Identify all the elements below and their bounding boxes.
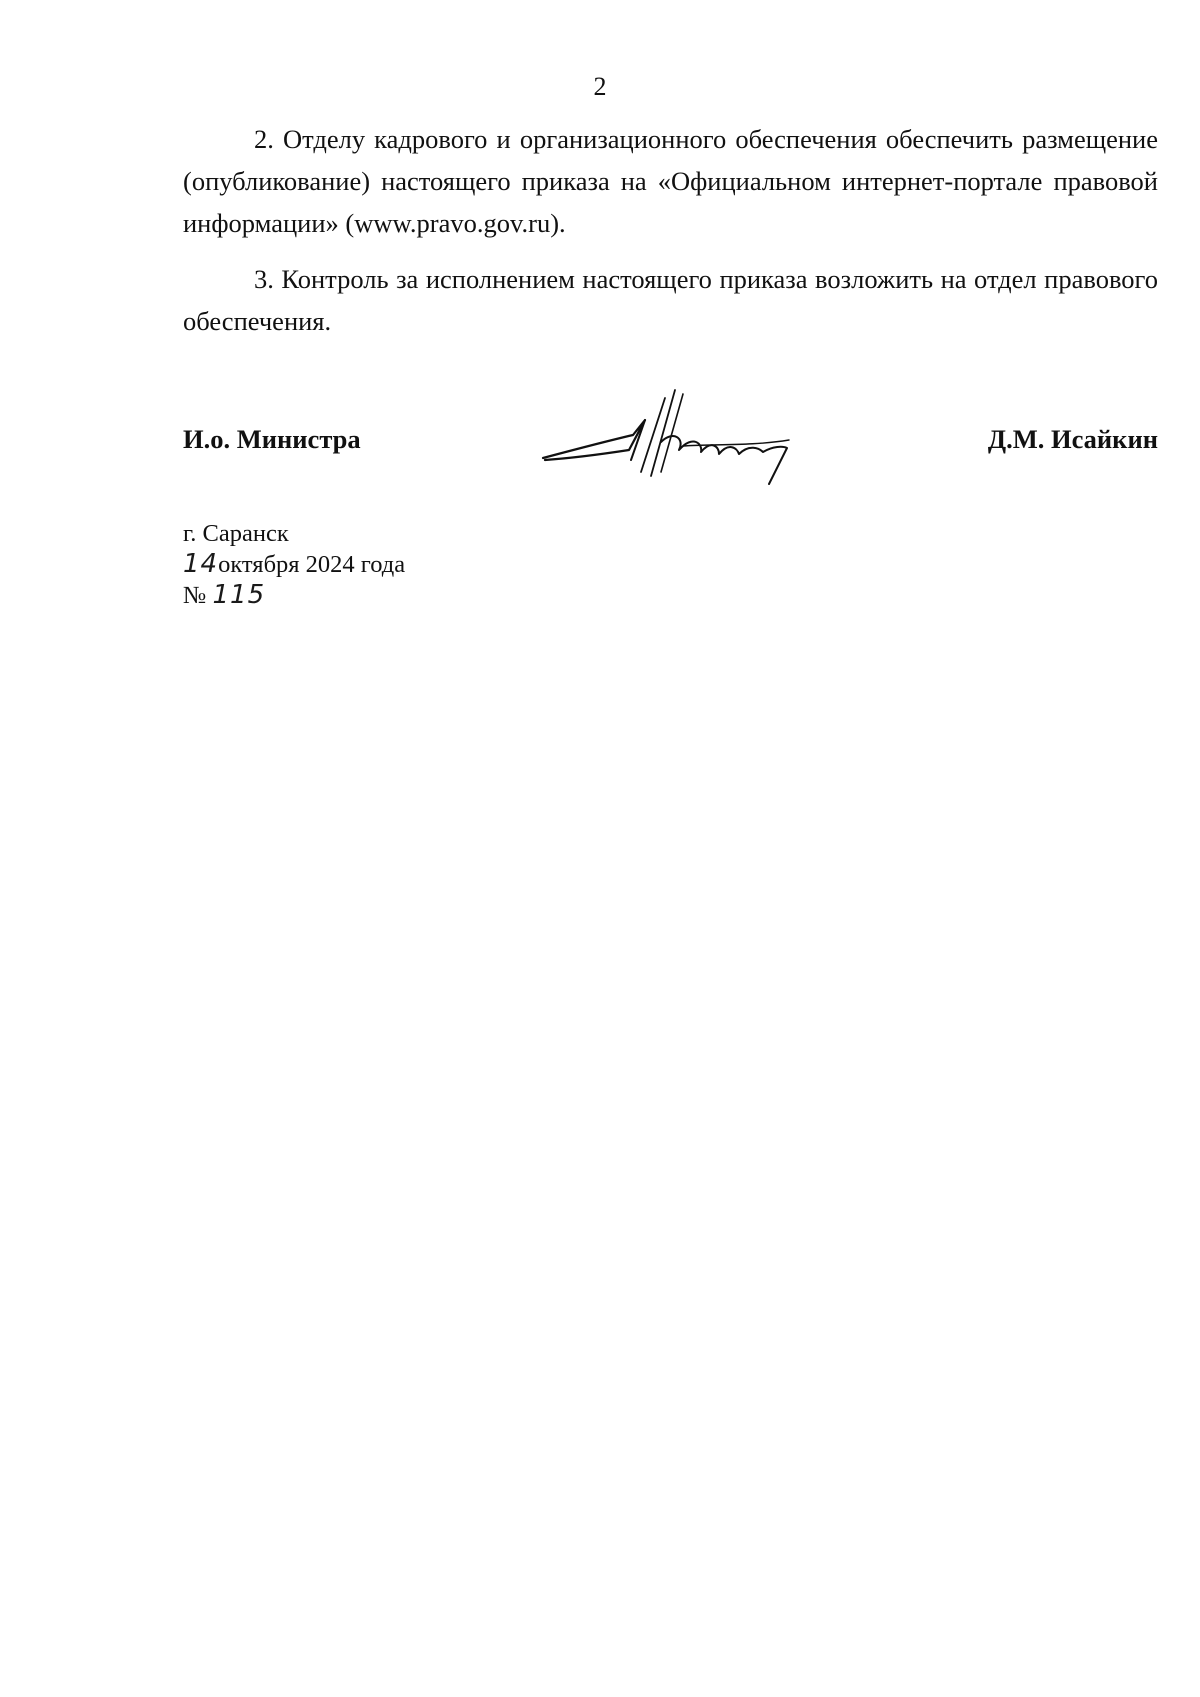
handwritten-number: 115 <box>212 580 266 610</box>
document-body <box>183 118 1158 342</box>
number-line <box>183 580 405 611</box>
date-text: октября 2024 года <box>218 551 406 578</box>
page-number: 2 <box>593 72 607 101</box>
document-footer <box>183 518 405 611</box>
paragraph-3: 3. Контроль за исполнением настоящего приказа возложить на отдел правового обеспечения. <box>183 264 1158 336</box>
number-prefix: № <box>183 582 207 609</box>
handwritten-signature <box>533 380 823 490</box>
city-line: г. Саранск <box>183 520 289 547</box>
signatory-position: И.о. Министра <box>183 424 361 454</box>
signatory-name: Д.М. Исайкин <box>987 424 1158 454</box>
signature-block <box>183 420 1158 470</box>
handwritten-day: 14 <box>183 549 219 579</box>
paragraph-2: 2. Отделу кадрового и организационного обеспечения обеспечить размещение (опубликование) настоящего приказа на «Официальном интернет-портале правовой информации» (www.pravo.gov.ru). <box>183 124 1158 238</box>
date-line <box>183 549 405 580</box>
